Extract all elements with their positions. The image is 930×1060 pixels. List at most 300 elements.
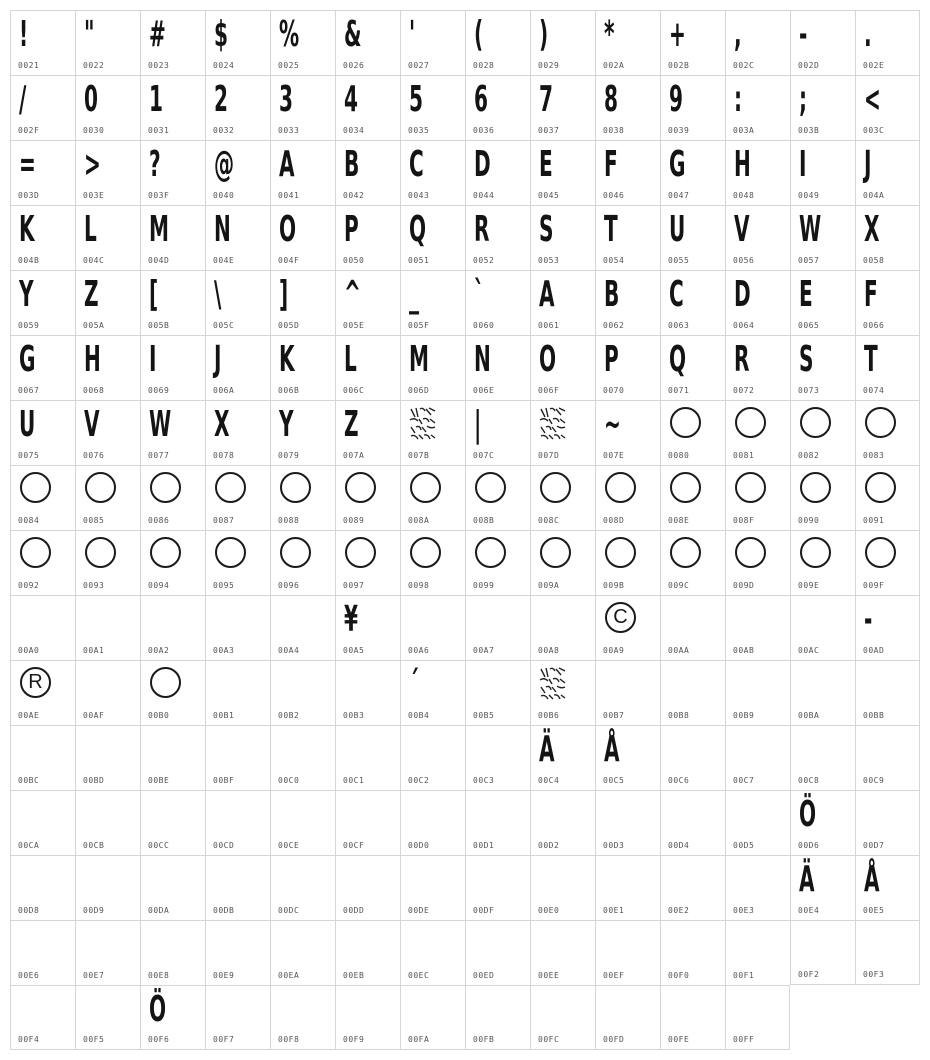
glyph-cell	[465, 790, 530, 855]
glyph-code: 00E4	[798, 906, 820, 915]
glyph-code: 00BB	[863, 711, 885, 720]
glyph-cell	[660, 75, 725, 140]
circle-glyph-icon	[410, 472, 441, 503]
glyph-cell	[335, 855, 400, 920]
glyph-code: 007E	[603, 451, 625, 460]
glyph-code: 005C	[213, 321, 235, 330]
glyph-cell	[205, 790, 270, 855]
glyph-code: 0024	[213, 61, 235, 70]
glyph-cell	[660, 400, 725, 465]
glyph-cell	[790, 335, 855, 400]
glyph-code: 003A	[733, 126, 755, 135]
glyph-cell	[10, 335, 75, 400]
glyph-char: &	[344, 14, 361, 55]
glyph-cell	[335, 75, 400, 140]
glyph-code: 002A	[603, 61, 625, 70]
glyph-char: :	[734, 79, 742, 120]
glyph-code: 00E3	[733, 906, 755, 915]
glyph-cell	[270, 725, 335, 790]
scribble-glyph-icon	[409, 405, 437, 441]
glyph-code: 00D5	[733, 841, 755, 850]
glyph-code: 0072	[733, 386, 755, 395]
glyph-cell	[205, 660, 270, 725]
glyph-cell	[10, 920, 75, 985]
glyph-code: 0053	[538, 256, 560, 265]
glyph-char: \	[214, 274, 221, 315]
glyph-cell	[790, 725, 855, 790]
circle-glyph-icon	[735, 537, 766, 568]
glyph-char: L	[84, 209, 97, 250]
glyph-char: I	[799, 144, 806, 185]
glyph-code: 00CF	[343, 841, 365, 850]
glyph-char: D	[474, 144, 491, 185]
glyph-char: +	[669, 14, 686, 55]
circle-glyph-icon	[215, 472, 246, 503]
glyph-char: ¥	[344, 599, 358, 640]
glyph-code: 0073	[798, 386, 820, 395]
glyph-cell	[75, 660, 140, 725]
glyph-char: X	[214, 404, 229, 445]
glyph-cell	[140, 335, 205, 400]
scribble-glyph-icon	[539, 665, 567, 701]
circle-glyph-icon	[540, 472, 571, 503]
glyph-cell	[140, 400, 205, 465]
glyph-code: 00DC	[278, 906, 300, 915]
glyph-code: 00BF	[213, 776, 235, 785]
glyph-cell	[205, 725, 270, 790]
glyph-cell	[10, 530, 75, 595]
glyph-code: 00A1	[83, 646, 105, 655]
glyph-code: 0067	[18, 386, 40, 395]
glyph-cell	[400, 530, 465, 595]
glyph-cell	[465, 270, 530, 335]
glyph-code: 00C2	[408, 776, 430, 785]
glyph-cell	[10, 855, 75, 920]
glyph-cell	[595, 400, 660, 465]
glyph-cell	[465, 75, 530, 140]
glyph-code: 00D9	[83, 906, 105, 915]
glyph-cell	[10, 985, 75, 1050]
glyph-cell	[335, 335, 400, 400]
glyph-code: 003D	[18, 191, 40, 200]
glyph-code: 0026	[343, 61, 365, 70]
glyph-char: |	[474, 404, 481, 445]
circle-glyph-icon	[85, 472, 116, 503]
glyph-code: 00B3	[343, 711, 365, 720]
glyph-code: 0049	[798, 191, 820, 200]
glyph-cell	[855, 400, 920, 465]
glyph-code: 00C1	[343, 776, 365, 785]
glyph-char: Q	[669, 339, 686, 380]
glyph-cell	[530, 985, 595, 1050]
glyph-cell	[400, 985, 465, 1050]
glyph-code: 007B	[408, 451, 430, 460]
glyph-cell	[530, 855, 595, 920]
glyph-char: Ä	[539, 729, 554, 770]
glyph-cell	[270, 75, 335, 140]
glyph-char: 3	[279, 79, 293, 120]
glyph-code: 0088	[278, 516, 300, 525]
glyph-cell	[270, 985, 335, 1050]
glyph-code: 005E	[343, 321, 365, 330]
glyph-char: V	[84, 404, 99, 445]
glyph-code: 00DA	[148, 906, 170, 915]
glyph-cell	[75, 140, 140, 205]
glyph-cell	[660, 790, 725, 855]
glyph-cell	[75, 530, 140, 595]
glyph-cell	[725, 855, 790, 920]
glyph-code: 0028	[473, 61, 495, 70]
glyph-code: 0082	[798, 451, 820, 460]
glyph-code: 0075	[18, 451, 40, 460]
glyph-cell	[75, 270, 140, 335]
glyph-code: 00A4	[278, 646, 300, 655]
glyph-code: 0043	[408, 191, 430, 200]
glyph-cell	[270, 660, 335, 725]
glyph-code: 00A7	[473, 646, 495, 655]
glyph-code: 00BA	[798, 711, 820, 720]
glyph-code: 0078	[213, 451, 235, 460]
glyph-cell	[400, 10, 465, 75]
glyph-code: 0055	[668, 256, 690, 265]
glyph-code: 00CC	[148, 841, 170, 850]
glyph-char: .	[864, 14, 872, 55]
glyph-cell	[725, 790, 790, 855]
glyph-char: Ö	[799, 794, 816, 835]
glyph-code: 0047	[668, 191, 690, 200]
glyph-cell	[10, 270, 75, 335]
glyph-cell	[10, 725, 75, 790]
glyph-cell	[75, 335, 140, 400]
glyph-cell	[400, 660, 465, 725]
glyph-code: 0098	[408, 581, 430, 590]
glyph-cell	[595, 920, 660, 985]
glyph-code: 0031	[148, 126, 170, 135]
glyph-cell	[530, 75, 595, 140]
glyph-code: 009B	[603, 581, 625, 590]
glyph-cell	[725, 465, 790, 530]
glyph-code: 00DB	[213, 906, 235, 915]
glyph-code: 00BE	[148, 776, 170, 785]
glyph-cell	[205, 400, 270, 465]
glyph-char: N	[474, 339, 491, 380]
circle-glyph-icon	[800, 472, 831, 503]
glyph-grid	[10, 10, 920, 1050]
glyph-code: 0027	[408, 61, 430, 70]
glyph-code: 00F8	[278, 1035, 300, 1044]
glyph-code: 00C0	[278, 776, 300, 785]
glyph-code: 009C	[668, 581, 690, 590]
glyph-char: /	[19, 79, 26, 120]
glyph-code: 00F9	[343, 1035, 365, 1044]
circle-glyph-icon	[215, 537, 246, 568]
glyph-char: <	[864, 79, 881, 120]
glyph-cell	[140, 75, 205, 140]
circled-letter-glyph: R	[20, 667, 51, 698]
glyph-code: 009D	[733, 581, 755, 590]
glyph-code: 006E	[473, 386, 495, 395]
glyph-cell	[465, 725, 530, 790]
glyph-char: >	[84, 144, 101, 185]
glyph-char: D	[734, 274, 751, 315]
glyph-cell	[270, 10, 335, 75]
glyph-cell	[530, 660, 595, 725]
glyph-code: 008D	[603, 516, 625, 525]
glyph-cell	[10, 10, 75, 75]
glyph-code: 0036	[473, 126, 495, 135]
glyph-code: 00F4	[18, 1035, 40, 1044]
glyph-code: 00BC	[18, 776, 40, 785]
glyph-code: 0039	[668, 126, 690, 135]
glyph-code: 00B4	[408, 711, 430, 720]
glyph-code: 00ED	[473, 971, 495, 980]
glyph-cell	[465, 465, 530, 530]
glyph-code: 00D0	[408, 841, 430, 850]
glyph-char: _	[409, 274, 419, 315]
glyph-code: 00CE	[278, 841, 300, 850]
circle-glyph-icon	[150, 472, 181, 503]
glyph-cell	[205, 595, 270, 660]
glyph-cell	[335, 10, 400, 75]
glyph-code: 0056	[733, 256, 755, 265]
circle-glyph-icon	[800, 537, 831, 568]
glyph-cell	[270, 855, 335, 920]
glyph-cell	[75, 10, 140, 75]
glyph-code: 003B	[798, 126, 820, 135]
glyph-code: 002E	[863, 61, 885, 70]
glyph-char: R	[474, 209, 489, 250]
glyph-cell	[10, 75, 75, 140]
glyph-code: 0052	[473, 256, 495, 265]
circle-glyph-icon	[410, 537, 441, 568]
glyph-code: 0085	[83, 516, 105, 525]
glyph-cell	[660, 660, 725, 725]
glyph-cell	[725, 205, 790, 270]
glyph-cell	[270, 335, 335, 400]
glyph-char: I	[149, 339, 156, 380]
circle-glyph-icon	[865, 472, 896, 503]
glyph-cell	[140, 660, 205, 725]
glyph-code: 0089	[343, 516, 365, 525]
glyph-char: ^	[344, 274, 361, 315]
glyph-code: 0081	[733, 451, 755, 460]
glyph-cell	[725, 335, 790, 400]
glyph-cell	[855, 140, 920, 205]
glyph-cell	[400, 725, 465, 790]
glyph-cell	[335, 400, 400, 465]
glyph-char: [	[149, 274, 158, 315]
glyph-code: 006D	[408, 386, 430, 395]
glyph-cell	[140, 595, 205, 660]
glyph-char: $	[214, 14, 228, 55]
glyph-code: 00C7	[733, 776, 755, 785]
glyph-cell	[660, 465, 725, 530]
glyph-cell	[595, 790, 660, 855]
glyph-code: 008F	[733, 516, 755, 525]
glyph-code: 0022	[83, 61, 105, 70]
glyph-cell	[725, 985, 790, 1050]
glyph-char: #	[149, 14, 166, 55]
glyph-code: 00FF	[733, 1035, 755, 1044]
glyph-code: 0044	[473, 191, 495, 200]
glyph-code: 0079	[278, 451, 300, 460]
circle-glyph-icon	[670, 407, 701, 438]
glyph-cell	[400, 465, 465, 530]
glyph-cell	[790, 465, 855, 530]
glyph-code: 00EF	[603, 971, 625, 980]
glyph-cell	[140, 270, 205, 335]
glyph-cell	[465, 400, 530, 465]
glyph-cell	[75, 725, 140, 790]
glyph-cell	[140, 920, 205, 985]
glyph-code: 00AA	[668, 646, 690, 655]
glyph-char: J	[214, 339, 221, 380]
glyph-code: 00D2	[538, 841, 560, 850]
glyph-cell	[75, 790, 140, 855]
glyph-code: 0092	[18, 581, 40, 590]
glyph-code: 00AE	[18, 711, 40, 720]
glyph-code: 0070	[603, 386, 625, 395]
glyph-code: 00DE	[408, 906, 430, 915]
glyph-char: 2	[214, 79, 228, 120]
glyph-code: 0080	[668, 451, 690, 460]
glyph-char: (	[474, 14, 483, 55]
glyph-cell	[270, 270, 335, 335]
glyph-cell	[400, 270, 465, 335]
glyph-cell	[530, 335, 595, 400]
glyph-cell	[400, 790, 465, 855]
glyph-code: 00F0	[668, 971, 690, 980]
glyph-code: 00E5	[863, 906, 885, 915]
glyph-code: 00D3	[603, 841, 625, 850]
circle-glyph-icon	[345, 537, 376, 568]
glyph-code: 008B	[473, 516, 495, 525]
glyph-cell	[790, 205, 855, 270]
glyph-cell	[270, 140, 335, 205]
glyph-char: G	[19, 339, 35, 380]
glyph-code: 002C	[733, 61, 755, 70]
circle-glyph-icon	[670, 472, 701, 503]
glyph-code: 0074	[863, 386, 885, 395]
glyph-code: 0032	[213, 126, 235, 135]
glyph-cell	[205, 855, 270, 920]
glyph-cell	[205, 270, 270, 335]
glyph-char: "	[84, 14, 94, 55]
glyph-code: 00E8	[148, 971, 170, 980]
glyph-char: 4	[344, 79, 358, 120]
glyph-code: 0097	[343, 581, 365, 590]
circle-glyph-icon	[280, 537, 311, 568]
glyph-code: 00A6	[408, 646, 430, 655]
glyph-char: P	[344, 209, 359, 250]
glyph-code: 005B	[148, 321, 170, 330]
glyph-code: 00E6	[18, 971, 40, 980]
glyph-cell	[335, 660, 400, 725]
glyph-cell	[855, 660, 920, 725]
glyph-char: -	[864, 599, 872, 640]
glyph-char: Y	[279, 404, 293, 445]
glyph-char: )	[539, 14, 548, 55]
glyph-code: 002F	[18, 126, 40, 135]
glyph-cell	[790, 855, 855, 920]
glyph-cell	[790, 790, 855, 855]
glyph-char: S	[539, 209, 553, 250]
glyph-code: 0077	[148, 451, 170, 460]
glyph-code: 006C	[343, 386, 365, 395]
glyph-char: S	[799, 339, 813, 380]
glyph-cell	[595, 140, 660, 205]
glyph-char: ~	[604, 404, 621, 445]
glyph-char: M	[409, 339, 429, 380]
glyph-code: 00A2	[148, 646, 170, 655]
circle-glyph-icon	[670, 537, 701, 568]
glyph-cell	[855, 530, 920, 595]
glyph-code: 00B0	[148, 711, 170, 720]
glyph-char: `	[474, 274, 484, 315]
glyph-code: 0076	[83, 451, 105, 460]
glyph-cell	[790, 920, 855, 985]
glyph-code: 00C6	[668, 776, 690, 785]
glyph-code: 0093	[83, 581, 105, 590]
glyph-cell	[790, 140, 855, 205]
circle-glyph-icon	[475, 472, 506, 503]
glyph-code: 0023	[148, 61, 170, 70]
glyph-cell	[140, 205, 205, 270]
glyph-code: 00D1	[473, 841, 495, 850]
glyph-code: 00D7	[863, 841, 885, 850]
glyph-cell	[725, 530, 790, 595]
glyph-char: 0	[84, 79, 98, 120]
glyph-cell	[140, 465, 205, 530]
glyph-char: C	[409, 144, 424, 185]
glyph-char: T	[604, 209, 618, 250]
glyph-code: 0087	[213, 516, 235, 525]
glyph-cell	[790, 400, 855, 465]
glyph-cell	[595, 855, 660, 920]
glyph-cell	[855, 10, 920, 75]
glyph-cell	[725, 725, 790, 790]
glyph-char: ;	[799, 79, 807, 120]
glyph-char: G	[669, 144, 685, 185]
glyph-cell	[205, 205, 270, 270]
glyph-code: 0094	[148, 581, 170, 590]
glyph-code: 004D	[148, 256, 170, 265]
glyph-code: 00BD	[83, 776, 105, 785]
glyph-code: 0040	[213, 191, 235, 200]
glyph-code: 0035	[408, 126, 430, 135]
glyph-cell	[335, 140, 400, 205]
glyph-char: ,	[734, 14, 742, 55]
glyph-char: 5	[409, 79, 423, 120]
glyph-code: 00CB	[83, 841, 105, 850]
glyph-cell	[335, 270, 400, 335]
circle-glyph-icon	[735, 407, 766, 438]
glyph-code: 00AD	[863, 646, 885, 655]
circle-glyph-icon	[150, 667, 181, 698]
circle-glyph-icon	[280, 472, 311, 503]
glyph-code: 00DD	[343, 906, 365, 915]
glyph-char: T	[864, 339, 878, 380]
glyph-cell	[270, 400, 335, 465]
glyph-cell	[595, 985, 660, 1050]
glyph-cell	[10, 465, 75, 530]
glyph-code: 0062	[603, 321, 625, 330]
glyph-cell	[75, 985, 140, 1050]
glyph-code: 008E	[668, 516, 690, 525]
glyph-cell	[595, 75, 660, 140]
glyph-cell	[205, 985, 270, 1050]
glyph-code: 004A	[863, 191, 885, 200]
